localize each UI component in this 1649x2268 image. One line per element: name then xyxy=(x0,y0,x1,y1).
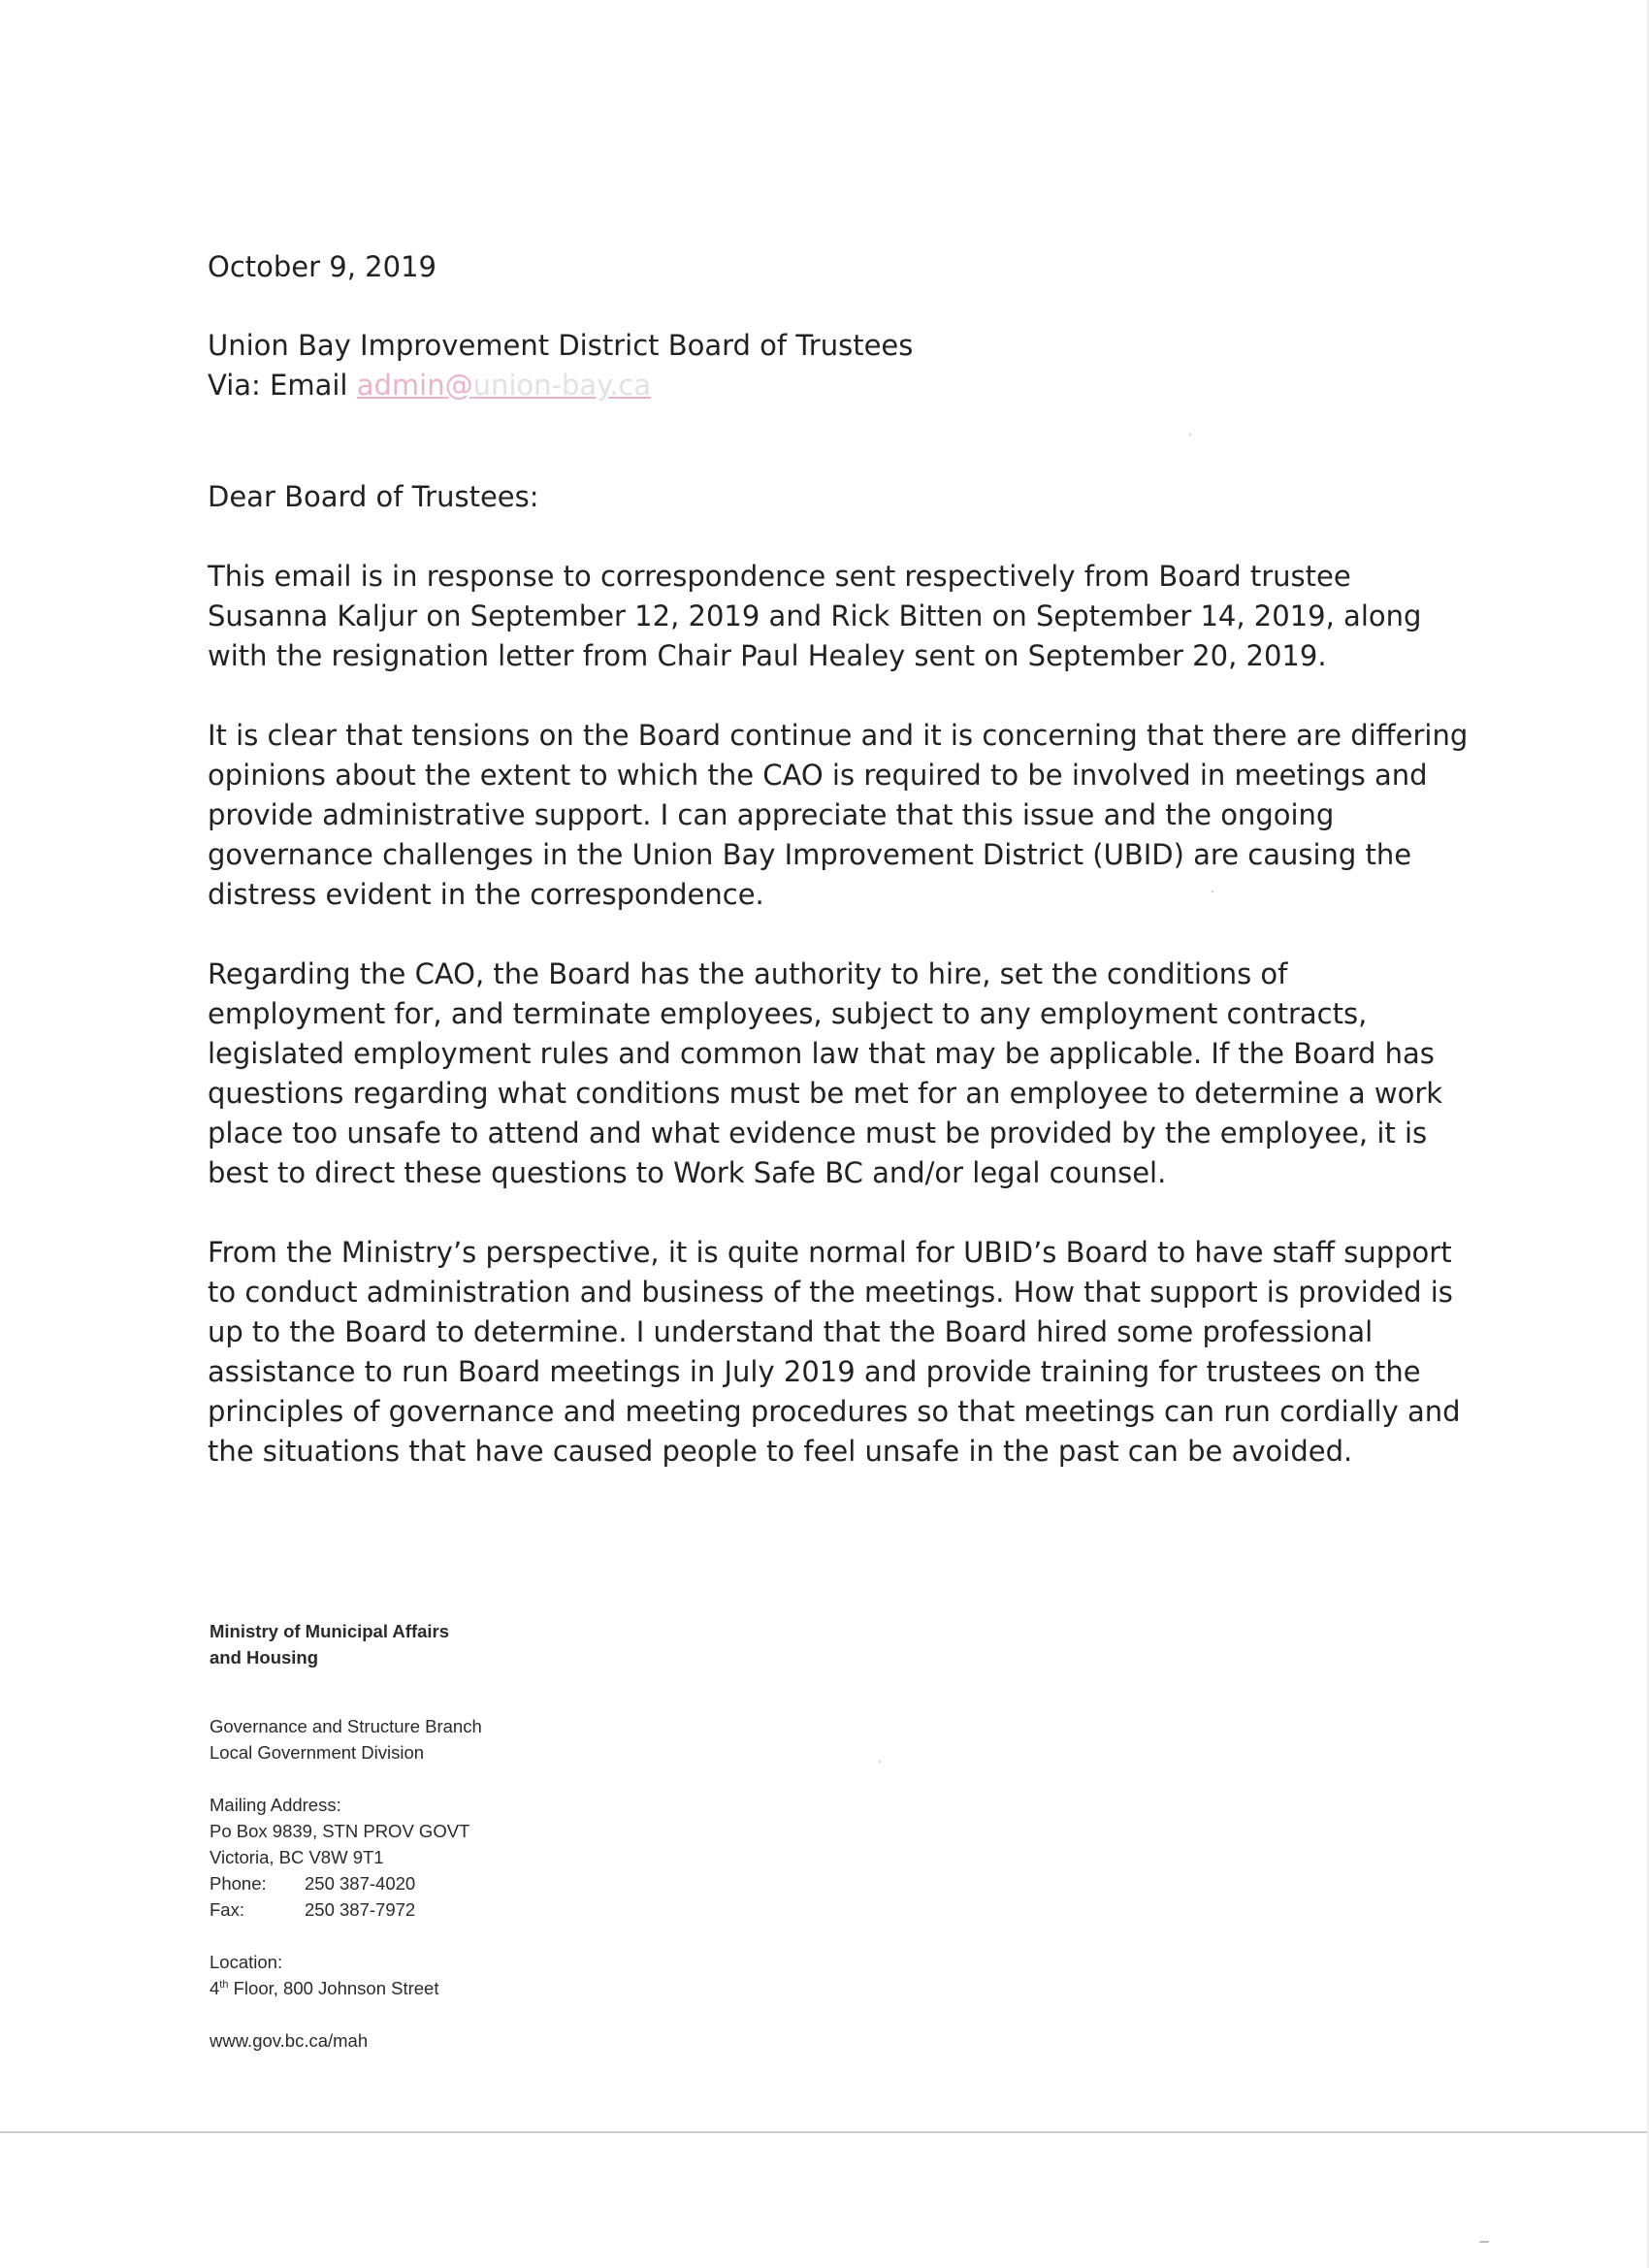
fax-number: 250 387-7972 xyxy=(305,1899,416,1920)
website-block xyxy=(210,2027,714,2054)
email-visible-part: admin@ xyxy=(356,369,473,402)
mailing-label: Mailing Address: xyxy=(210,1795,341,1815)
fax-label: Fax: xyxy=(210,1899,244,1920)
ministry-name-line1: Ministry of Municipal Affairs xyxy=(210,1621,450,1641)
location-label: Location: xyxy=(210,1952,283,1972)
ministry-website-link[interactable]: www.gov.bc.ca/mah xyxy=(210,2030,369,2051)
floor-suffix: th xyxy=(219,1978,229,1991)
location-block xyxy=(210,1949,714,2001)
letter-date: October 9, 2019 xyxy=(208,250,436,283)
scan-speck xyxy=(1212,891,1213,892)
via-label: Via: Email xyxy=(208,369,348,402)
mailing-address-block xyxy=(210,1792,714,1923)
branch-block xyxy=(210,1713,714,1766)
branch-name: Governance and Structure Branch xyxy=(210,1716,482,1736)
phone-row xyxy=(210,1870,714,1896)
recipient-line: Union Bay Improvement District Board of Trustees xyxy=(208,329,914,362)
recipient-block xyxy=(208,326,1469,405)
paragraph-4: From the Ministry’s perspective, it is quite normal for UBID’s Board to have staff support to conduct administration and business of the meetings. How that support is provided is up to the Board to determine. I understand that the Board hired some professional assistance to run Board meetings in July 2019 and provide training for trustees on the principles of governance and meeting procedures so that meetings can run cordially and the situations that have caused people to feel unsafe in the past can be avoided. xyxy=(208,1236,1461,1468)
paragraph-2: It is clear that tensions on the Board continue and it is concerning that there are differing opinions about the extent to which the CAO is required to be involved in meetings and provide administrative support. I can appreciate that this issue and the ongoing governance challenges in the Union Bay Improvement District (UBID) are causing the distress evident in the correspondence. xyxy=(208,719,1469,911)
ministry-name-line2: and Housing xyxy=(210,1647,319,1668)
scan-speck xyxy=(1189,434,1191,436)
scan-speck xyxy=(1479,2241,1489,2243)
mailing-line-2: Victoria, BC V8W 9T1 xyxy=(210,1847,384,1867)
salutation: Dear Board of Trustees: xyxy=(208,480,539,513)
floor-number: 4 xyxy=(210,1978,220,1998)
paragraph-1: This email is in response to correspondence sent respectively from Board trustee Susanna Kaljur on September 12, 2019 and Rick Bitten on September 14, 2019, along with the resignation letter from Chair Paul Healey sent on September 20, 2019. xyxy=(208,560,1422,672)
division-name: Local Government Division xyxy=(210,1742,425,1763)
fax-row xyxy=(210,1896,714,1923)
via-line xyxy=(208,366,1469,405)
location-address xyxy=(210,1975,714,2001)
location-street: Floor, 800 Johnson Street xyxy=(228,1978,439,1998)
phone-number: 250 387-4020 xyxy=(305,1873,416,1894)
recipient-email-link[interactable] xyxy=(357,369,651,402)
letter-body xyxy=(208,247,1469,1472)
mailing-line-1: Po Box 9839, STN PROV GOVT xyxy=(210,1821,470,1841)
paragraph-3: Regarding the CAO, the Board has the authority to hire, set the conditions of employment for, and terminate employees, subject to any employment contracts, legislated employment rules and common law that may be applicable. If the Board has questions regarding what conditions must be met for an employee to determine a work place too unsafe to attend and what evidence must be provided by the employee, it is best to direct these questions to Work Safe BC and/or legal counsel. xyxy=(208,957,1443,1189)
phone-label: Phone: xyxy=(210,1873,267,1894)
ministry-footer xyxy=(210,1618,714,2054)
scan-edge-line xyxy=(0,2131,1649,2133)
email-faded-part: union-bay.ca xyxy=(472,369,652,402)
scan-speck xyxy=(879,1761,881,1763)
